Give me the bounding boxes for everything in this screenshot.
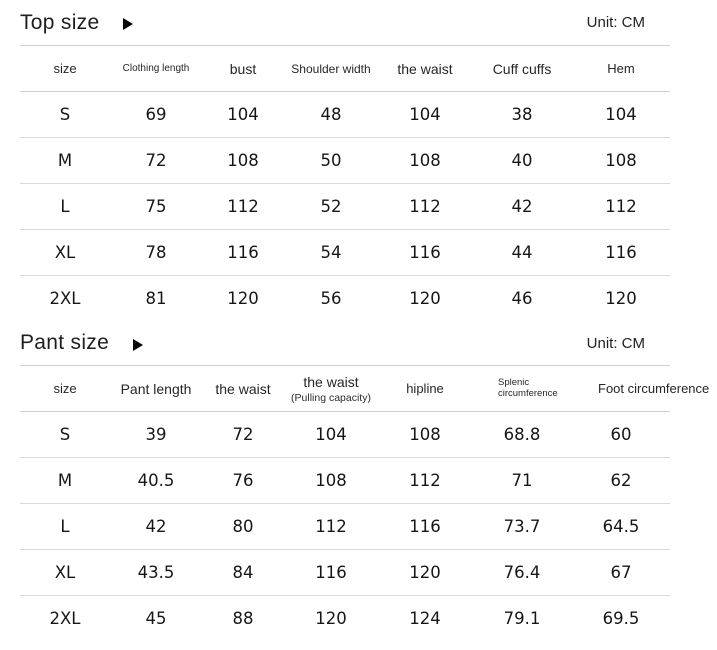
value-cell: 108	[572, 138, 670, 184]
column-header-hipline: hipline	[378, 366, 472, 412]
top-size-table	[20, 45, 670, 321]
column-header-foot-circumference: Foot circumference	[572, 366, 670, 412]
value-cell: 108	[378, 138, 472, 184]
value-cell: 71	[472, 458, 572, 504]
value-cell: 56	[320, 289, 342, 308]
column-header-bust: bust	[202, 46, 284, 92]
value-cell: 80	[202, 504, 284, 550]
value-cell: 42	[472, 184, 572, 230]
value-cell: 46	[511, 289, 533, 308]
section-arrow-icon	[123, 18, 133, 30]
column-header-waist: the waist	[202, 366, 284, 412]
size-cell: L	[20, 504, 110, 550]
column-header-hem: Hem	[572, 46, 670, 92]
size-cell: XL	[20, 230, 110, 276]
value-cell: 116	[572, 230, 670, 276]
header-row	[20, 366, 670, 412]
table-row	[20, 276, 670, 322]
value-cell: 76.4	[472, 550, 572, 596]
value-cell: 76	[202, 458, 284, 504]
value-cell: 50	[284, 138, 378, 184]
table-row	[20, 412, 670, 458]
column-header-pant-length: Pant length	[110, 366, 202, 412]
value-cell: 104	[572, 92, 670, 138]
top-size-table-body	[20, 92, 670, 322]
size-cell: XL	[20, 550, 110, 596]
value-cell: 69	[110, 92, 202, 138]
size-cell: M	[20, 458, 110, 504]
table-row	[20, 458, 670, 504]
value-cell: 120	[227, 289, 259, 308]
value-cell: 116	[202, 230, 284, 276]
top-unit-label: Unit: CM	[586, 14, 645, 31]
value-cell: 108	[202, 138, 284, 184]
value-cell: 45	[145, 609, 167, 628]
value-cell: 54	[284, 230, 378, 276]
value-cell: 112	[378, 458, 472, 504]
size-cell: S	[20, 92, 110, 138]
value-cell: 48	[284, 92, 378, 138]
table-row	[20, 184, 670, 230]
value-cell: 116	[378, 504, 472, 550]
value-cell: 120	[315, 609, 347, 628]
column-header-size: size	[20, 46, 110, 92]
size-cell: S	[20, 412, 110, 458]
value-cell: 38	[472, 92, 572, 138]
pant-size-title: Pant size	[20, 331, 110, 354]
value-cell: 104	[378, 92, 472, 138]
value-cell: 81	[145, 289, 167, 308]
value-cell: 108	[284, 458, 378, 504]
value-cell: 112	[572, 184, 670, 230]
size-cell: 2XL	[49, 289, 81, 308]
value-cell: 116	[284, 550, 378, 596]
value-cell: 104	[284, 412, 378, 458]
pant-size-table-body	[20, 412, 670, 642]
value-cell: 42	[110, 504, 202, 550]
waist-stretch-label: the waist	[303, 373, 359, 390]
waist-stretch-sublabel: (Pulling capacity)	[291, 391, 371, 404]
value-cell: 78	[110, 230, 202, 276]
value-cell: 68.8	[472, 412, 572, 458]
column-header-waist-stretch	[284, 366, 378, 412]
value-cell: 72	[202, 412, 284, 458]
table-row	[20, 504, 670, 550]
value-cell: 72	[110, 138, 202, 184]
section-arrow-icon	[133, 339, 143, 351]
value-cell: 108	[378, 412, 472, 458]
value-cell: 60	[572, 412, 670, 458]
column-header-size: size	[20, 366, 110, 412]
value-cell: 39	[110, 412, 202, 458]
value-cell: 64.5	[572, 504, 670, 550]
header-row	[20, 46, 670, 92]
column-header-waist: the waist	[378, 46, 472, 92]
value-cell: 112	[284, 504, 378, 550]
value-cell: 104	[202, 92, 284, 138]
top-size-title: Top size	[20, 10, 100, 34]
pant-size-title-group	[20, 331, 143, 355]
value-cell: 40	[472, 138, 572, 184]
value-cell: 112	[378, 184, 472, 230]
top-size-title-bar	[20, 0, 670, 45]
size-cell: L	[20, 184, 110, 230]
value-cell: 67	[572, 550, 670, 596]
value-cell: 88	[232, 609, 254, 628]
top-size-title-group	[20, 11, 133, 35]
column-header-splenic-circumference: Splenic circumference	[472, 366, 572, 412]
value-cell: 75	[110, 184, 202, 230]
value-cell: 120	[409, 289, 441, 308]
value-cell: 62	[572, 458, 670, 504]
size-cell: M	[20, 138, 110, 184]
value-cell: 124	[409, 609, 441, 628]
value-cell: 84	[202, 550, 284, 596]
value-cell: 40.5	[110, 458, 202, 504]
table-row	[20, 138, 670, 184]
table-row	[20, 550, 670, 596]
table-row	[20, 230, 670, 276]
value-cell: 52	[284, 184, 378, 230]
pant-size-table-header	[20, 366, 710, 412]
value-cell: 43.5	[110, 550, 202, 596]
value-cell: 79.1	[503, 609, 541, 628]
column-header-shoulder-width: Shoulder width	[284, 46, 378, 92]
value-cell: 69.5	[602, 609, 640, 628]
pant-unit-label: Unit: CM	[586, 334, 645, 352]
size-cell: 2XL	[49, 609, 81, 628]
pant-size-table	[20, 365, 710, 641]
column-header-cuff: Cuff cuffs	[472, 46, 572, 92]
top-size-table-header	[20, 46, 670, 92]
value-cell: 73.7	[472, 504, 572, 550]
table-row	[20, 596, 670, 642]
value-cell: 112	[202, 184, 284, 230]
value-cell: 44	[472, 230, 572, 276]
column-header-clothing-length: Clothing length	[110, 46, 202, 92]
value-cell: 116	[378, 230, 472, 276]
table-row	[20, 92, 670, 138]
pant-size-title-bar	[20, 321, 670, 365]
value-cell: 120	[378, 550, 472, 596]
value-cell: 120	[605, 289, 637, 308]
